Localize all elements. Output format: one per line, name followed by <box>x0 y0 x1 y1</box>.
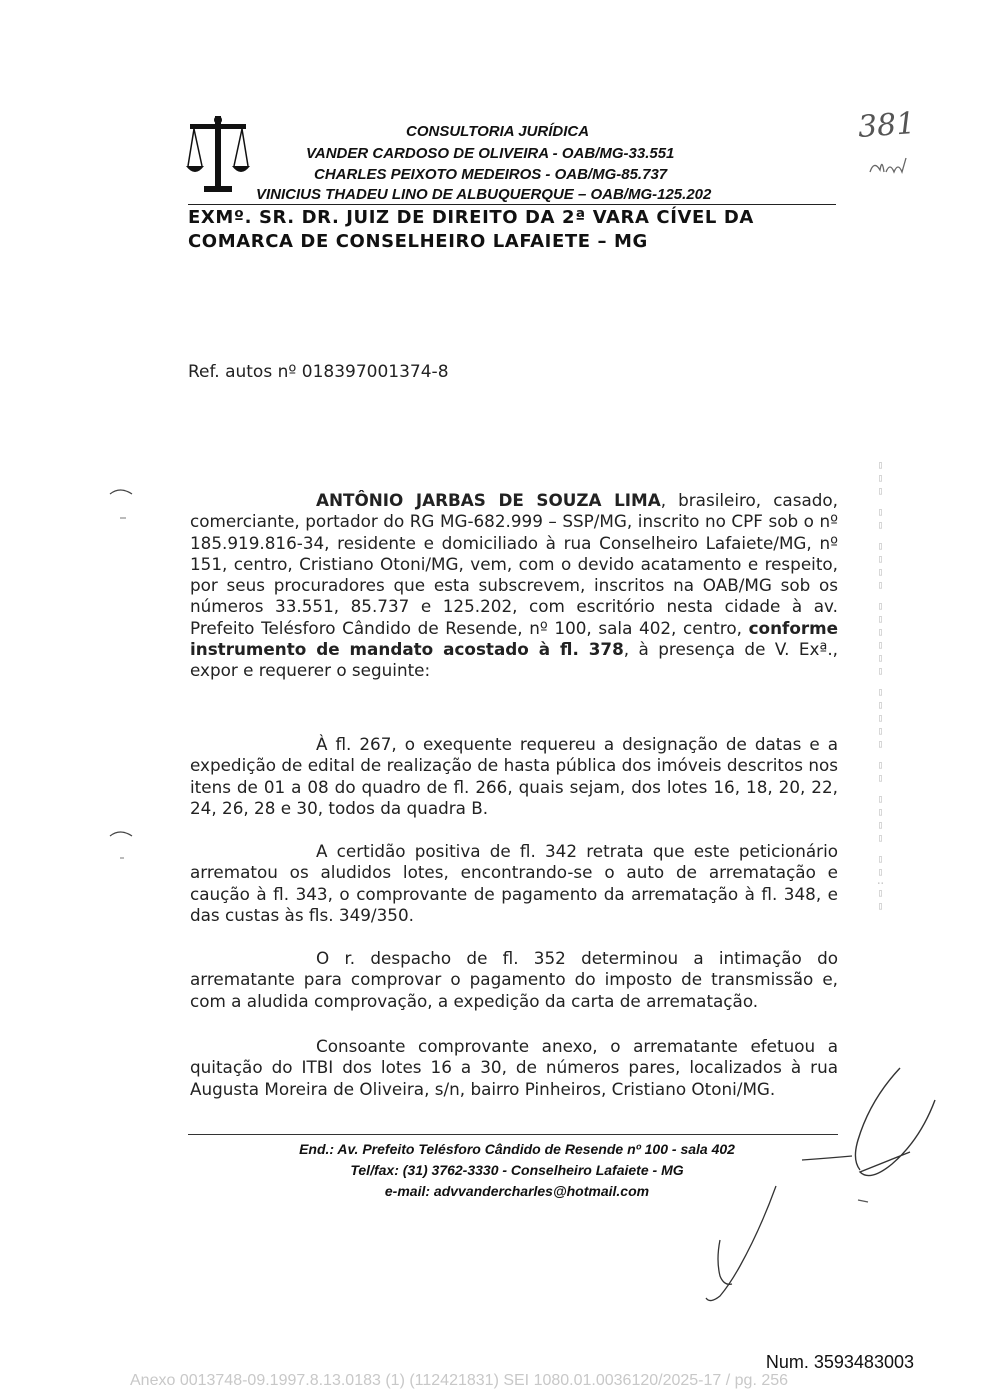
paragraph-2: À fl. 267, o exequente requereu a designação de datas e a expedição de edital de realização de hasta pública dos imóveis descritos nos itens de 01 a 08 do quadro de fl. 266, quais sejam, dos lotes 16, 18, 20, 22, 24, 26, 28 e 30, todos da quadra B. <box>190 734 838 818</box>
letterhead-title: CONSULTORIA JURÍDICA <box>406 123 590 140</box>
paragraph-4: O r. despacho de fl. 352 determinou a intimação do arrematante para comprovar o pagamento do imposto de transmissão e, com a aludida comprovação, a expedição da carta de arrematação. <box>190 948 838 1011</box>
scales-of-justice-logo <box>186 114 250 196</box>
footer-address: End.: Av. Prefeito Telésforo Cândido de Resende nº 100 - sala 402 <box>299 1141 735 1157</box>
paragraph-1-bold: conforme instrumento de mandato acostado à fl. 378 <box>190 617 838 660</box>
document-number: Num. 3593483003 <box>765 1352 914 1372</box>
margin-mark <box>108 826 138 866</box>
handwritten-initials <box>866 150 916 180</box>
petitioner-name: ANTÔNIO JARBAS DE SOUZA LIMA <box>316 490 661 510</box>
signature-large <box>800 1060 950 1210</box>
annex-stamp: Anexo 0013748-09.1997.8.13.0183 (1) (112421831) SEI 1080.01.0036120/2025-17 / pg. 256 <box>130 1372 789 1389</box>
footer-email: e-mail: advvandercharles@hotmail.com <box>384 1183 650 1199</box>
protocol-stamp-vertical: ▯▯▯ ▯▯ ▯▯▯▯ ▯▯▯▯▯▯ ▯▯▯▯▯ ▯▯ ▯▯▯▯ ▯▯:▯▯ <box>875 460 886 915</box>
paragraph-qualification <box>190 490 838 682</box>
handwritten-page-number: 381 <box>856 106 917 145</box>
addressee-line-1: EXMº. SR. DR. JUIZ DE DIREITO DA 2ª VARA CÍVEL DA <box>188 207 754 228</box>
letterhead-lawyer-2: CHARLES PEIXOTO MEDEIROS - OAB/MG-85.737 <box>314 166 668 183</box>
margin-mark <box>108 484 138 524</box>
footer-phone: Tel/fax: (31) 3762-3330 - Conselheiro Lafaiete - MG <box>350 1162 684 1178</box>
addressee-block <box>188 206 838 254</box>
letterhead-lawyer-1: VANDER CARDOSO DE OLIVEIRA - OAB/MG-33.551 <box>306 145 675 162</box>
addressee-line-2: COMARCA DE CONSELHEIRO LAFAIETE – MG <box>188 231 648 252</box>
footer-divider <box>188 1134 838 1135</box>
letterhead-divider <box>188 204 836 205</box>
paragraph-1-text-c: , à presença de V. Exª., expor e requerer o seguinte: <box>190 639 839 681</box>
letterhead-lawyer-3: VINICIUS THADEU LINO DE ALBUQUERQUE – OAB/MG-125.202 <box>256 186 712 203</box>
paragraph-3: A certidão positiva de fl. 342 retrata que este peticionário arrematou os aludidos lotes, encontrando-se o auto de arrematação e caução à fl. 343, o comprovante de pagamento da arrematação à fl. 348, e das custas às fls. 349/350. <box>190 841 838 925</box>
paragraph-1-text-a: , brasileiro, casado, comerciante, portador do RG MG-682.999 – SSP/MG, inscrito no CPF sob o nº 185.919.816-34, residente e domiciliado à rua Conselheiro Lafaiete/MG, nº 151, centro, Cristiano Otoni/MG, vem, com o devido acatamento e respeito, por seus procuradores que esta subscrevem, inscritos na OAB/MG sob os números 33.551, 85.737 e 125.202, com escritório nesta cidade à av. Prefeito Telésforo Cândido de Resende, nº 100, sala 402, centro, <box>190 490 838 638</box>
signature-small <box>680 1180 790 1310</box>
case-reference: Ref. autos nº 018397001374-8 <box>188 362 449 382</box>
paragraph-5: Consoante comprovante anexo, o arrematante efetuou a quitação do ITBI dos lotes 16 a 30, de números pares, localizados à rua Augusta Moreira de Oliveira, s/n, bairro Pinheiros, Cristiano Otoni/MG. <box>190 1036 838 1099</box>
